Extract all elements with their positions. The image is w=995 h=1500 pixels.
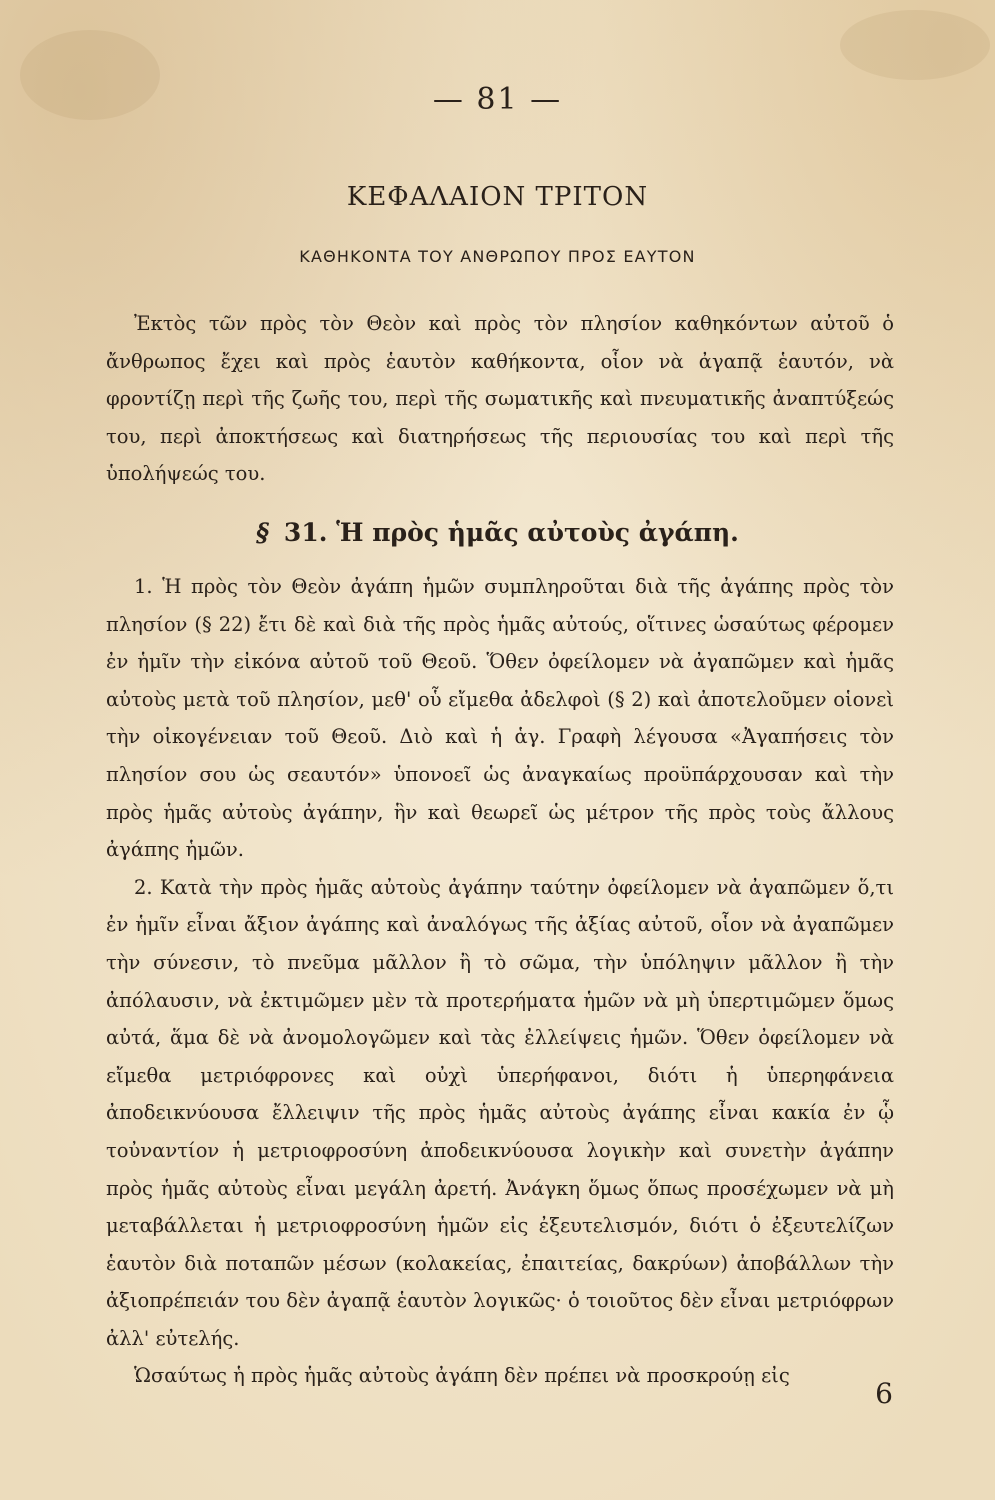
chapter-title: ΚΕΦΑΛΑΙΟΝ ΤΡΙΤΟΝ — [346, 182, 649, 212]
paragraph-2: 2. Κατὰ τὴν πρὸς ἡμᾶς αὐτοὺς ἀγάπην ταύτην ὀφείλομεν νὰ ἀγαπῶμεν ὅ,τι ἐν ἡμῖν εἶναι ἄξιον ἀγάπης καὶ ἀναλόγως τῆς ἀξίας αὐτοῦ, οἷον νὰ ἀγαπῶμεν τὴν σύνεσιν, τὸ πνεῦμα μᾶλλον ἢ τὸ σῶμα, τὴν ὑπόληψιν μᾶλλον ἢ τὴν ἀπόλαυσιν, νὰ ἐκτιμῶμεν μὲν τὰ προτερήματα ἡμῶν νὰ μὴ ὑπερτιμῶμεν ὅμως αὐτά, ἅμα δὲ νὰ ἀνομολογῶμεν καὶ τὰς ἐλλείψεις ἡμῶν. Ὅθεν ὀφείλομεν νὰ εἴμεθα μετριόφρονες καὶ οὐχὶ ὑπερήφανοι, διότι ἡ ὑπερηφάνεια ἀποδεικνύουσα ἔλλειψιν τῆς πρὸς ἡμᾶς αὐτοὺς ἀγάπης εἶναι κακία ἐν ᾧ τοὐναντίον ἡ μετριοφροσύνη ἀποδεικνύουσα λογικὴν καὶ συνετὴν ἀγάπην πρὸς ἡμᾶς αὐτοὺς εἶναι μεγάλη ἀρετή. Ἀνάγκη ὅμως ὅπως προσέχωμεν νὰ μὴ μεταβάλλεται ἡ μετριοφροσύνη ἡμῶν εἰς ἐξευτελισμόν, διότι ὁ ἐξευτελίζων ἑαυτὸν διὰ ποταπῶν μέσων (κολακείας, ἐπαιτείας, δακρύων) ἀποβάλλων τὴν ἀξιοπρέπειάν του δὲν ἀγαπᾷ ἑαυτὸν λογικῶς· ὁ τοιοῦτος δὲν εἶναι μετριόφρων ἀλλ' εὐτελής. — [106, 875, 894, 1350]
section-heading — [0, 518, 995, 547]
paper-stain — [840, 10, 990, 80]
signature-mark: 6 — [875, 1377, 893, 1410]
intro-paragraph: Ἐκτὸς τῶν πρὸς τὸν Θεὸν καὶ πρὸς τὸν πλησίον καθηκόντων αὐτοῦ ὁ ἄνθρωπος ἔχει καὶ πρὸς ἑαυτὸν καθήκοντα, οἷον νὰ ἀγαπᾷ ἑαυτόν, νὰ φροντίζῃ περὶ τῆς ζωῆς του, περὶ τῆς σωματικῆς καὶ πνευματικῆς ἀναπτύξεώς του, περὶ ἀποκτήσεως καὶ διατηρήσεως τῆς περιουσίας του καὶ περὶ τῆς ὑπολήψεώς του. — [106, 312, 894, 485]
section-title: Ἡ πρὸς ἡμᾶς αὐτοὺς ἀγάπη. — [336, 518, 739, 547]
section-body — [106, 568, 894, 1395]
chapter-subtitle: ΚΑΘΗΚΟΝΤΑ ΤΟΥ ΑΝΘΡΩΠΟΥ ΠΡΟΣ ΕΑΥΤΟΝ — [299, 247, 696, 266]
paragraph-3: Ὡσαύτως ἡ πρὸς ἡμᾶς αὐτοὺς ἀγάπη δὲν πρέπει νὰ προσκρούῃ εἰς — [134, 1364, 790, 1388]
section-sign: § — [256, 518, 270, 547]
paragraph-1: 1. Ἡ πρὸς τὸν Θεὸν ἀγάπη ἡμῶν συμπληροῦται διὰ τῆς ἀγάπης πρὸς τὸν πλησίον (§ 22) ἔτι δὲ καὶ διὰ τῆς πρὸς ἡμᾶς αὐτούς, οἵτινες ὡσαύτως φέρομεν ἐν ἡμῖν τὴν εἰκόνα αὐτοῦ τοῦ Θεοῦ. Ὅθεν ὀφείλομεν νὰ ἀγαπῶμεν καὶ ἡμᾶς αὐτοὺς μετὰ τοῦ πλησίον, μεθ' οὗ εἴμεθα ἀδελφοὶ (§ 2) καὶ ἀποτελοῦμεν οἱονεὶ τὴν οἰκογένειαν τοῦ Θεοῦ. Διὸ καὶ ἡ ἁγ. Γραφὴ λέγουσα «Ἀγαπήσεις τὸν πλησίον σου ὡς σεαυτόν» ὑπονοεῖ ὡς ἀναγκαίως προϋπάρχουσαν καὶ τὴν πρὸς ἡμᾶς αὐτοὺς ἀγάπην, ἣν καὶ θεωρεῖ ὡς μέτρον τῆς πρὸς τοὺς ἄλλους ἀγάπης ἡμῶν. — [106, 575, 894, 862]
section-number: 31. — [283, 518, 328, 547]
page-number: — 81 — — [432, 82, 563, 117]
